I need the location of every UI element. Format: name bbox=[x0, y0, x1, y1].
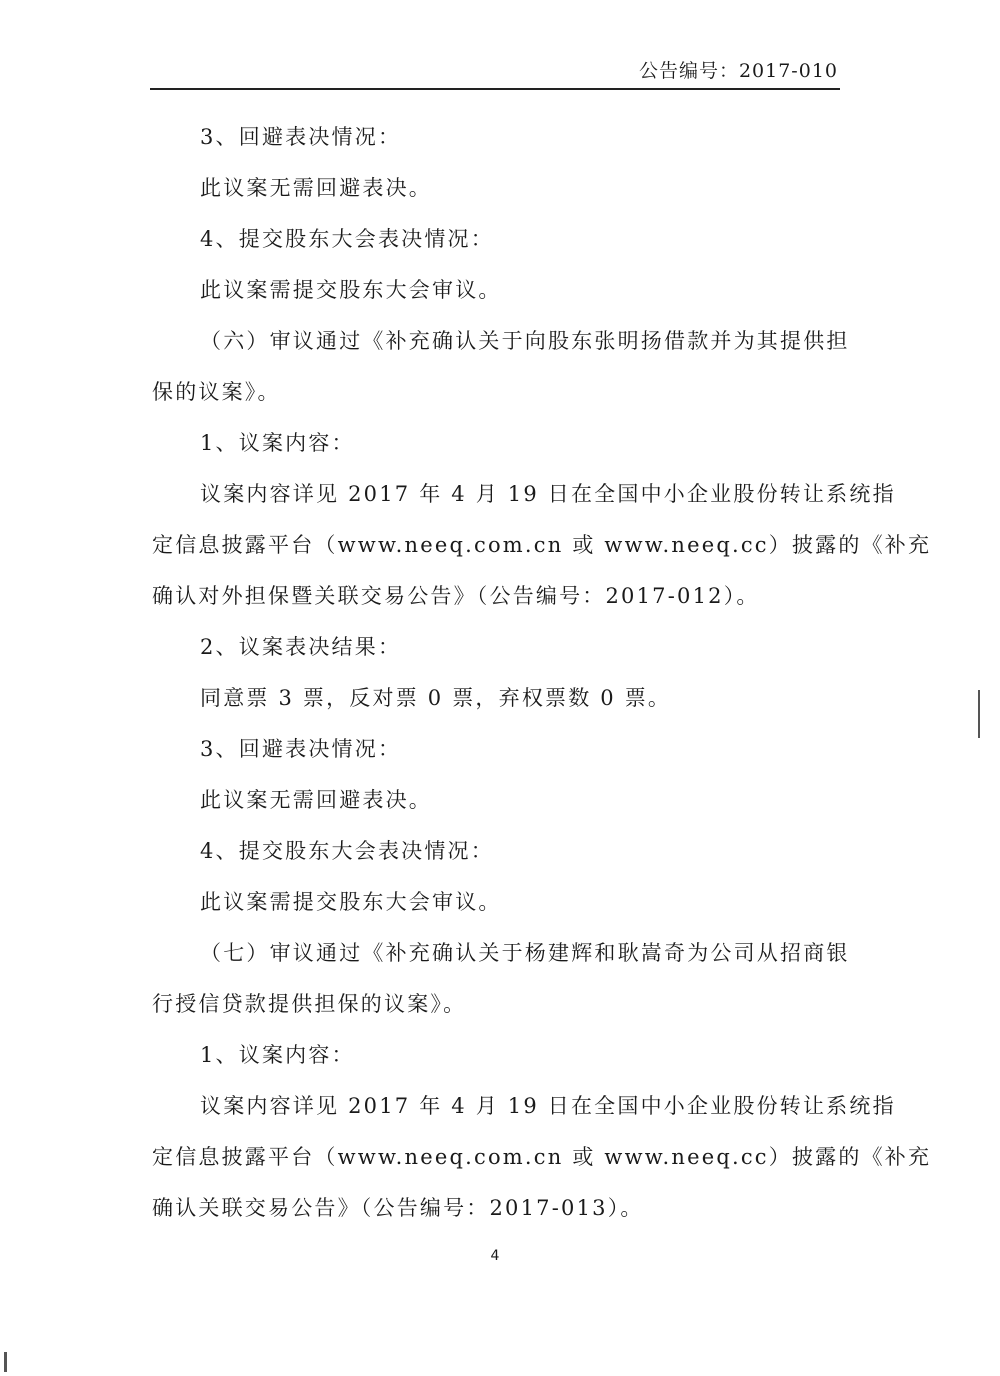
text-line: 1、议案内容： bbox=[200, 1043, 355, 1067]
text-line: 此议案无需回避表决。 bbox=[200, 176, 432, 200]
notice-number: 公告编号：2017-010 bbox=[638, 60, 838, 82]
scan-edge-mark bbox=[4, 1352, 7, 1372]
text-line: 议案内容详见 2017 年 4 月 19 日在全国中小企业股份转让系统指 bbox=[200, 482, 896, 506]
text-line: 此议案需提交股东大会审议。 bbox=[200, 278, 502, 302]
text-line: 定信息披露平台（www.neeq.com.cn 或 www.neeq.cc）披露的《补充 bbox=[152, 533, 932, 557]
text-line: 4、提交股东大会表决情况： bbox=[200, 839, 494, 863]
text-line: 确认关联交易公告》（公告编号：2017-013）。 bbox=[152, 1196, 644, 1220]
scan-edge-mark bbox=[978, 690, 980, 738]
text-line: 3、回避表决情况： bbox=[200, 737, 402, 761]
text-line: 此议案无需回避表决。 bbox=[200, 788, 432, 812]
text-line: （六）审议通过《补充确认关于向股东张明扬借款并为其提供担 bbox=[200, 329, 850, 353]
page-number: 4 bbox=[490, 1248, 500, 1264]
text-line: 4、提交股东大会表决情况： bbox=[200, 227, 494, 251]
text-line: 此议案需提交股东大会审议。 bbox=[200, 890, 502, 914]
document-body bbox=[152, 112, 932, 1234]
text-line: 2、议案表决结果： bbox=[200, 635, 402, 659]
text-line: 保的议案》。 bbox=[152, 380, 281, 404]
text-line: 同意票 3 票，反对票 0 票，弃权票数 0 票。 bbox=[200, 686, 672, 710]
text-line: 3、回避表决情况： bbox=[200, 125, 402, 149]
text-line: 议案内容详见 2017 年 4 月 19 日在全国中小企业股份转让系统指 bbox=[200, 1094, 896, 1118]
text-line: 行授信贷款提供担保的议案》。 bbox=[152, 992, 467, 1016]
text-line: 定信息披露平台（www.neeq.com.cn 或 www.neeq.cc）披露的《补充 bbox=[152, 1145, 932, 1169]
text-line: 1、议案内容： bbox=[200, 431, 355, 455]
text-line: 确认对外担保暨关联交易公告》（公告编号：2017-012）。 bbox=[152, 584, 760, 608]
text-line: （七）审议通过《补充确认关于杨建辉和耿嵩奇为公司从招商银 bbox=[200, 941, 850, 965]
header-divider bbox=[150, 88, 840, 90]
